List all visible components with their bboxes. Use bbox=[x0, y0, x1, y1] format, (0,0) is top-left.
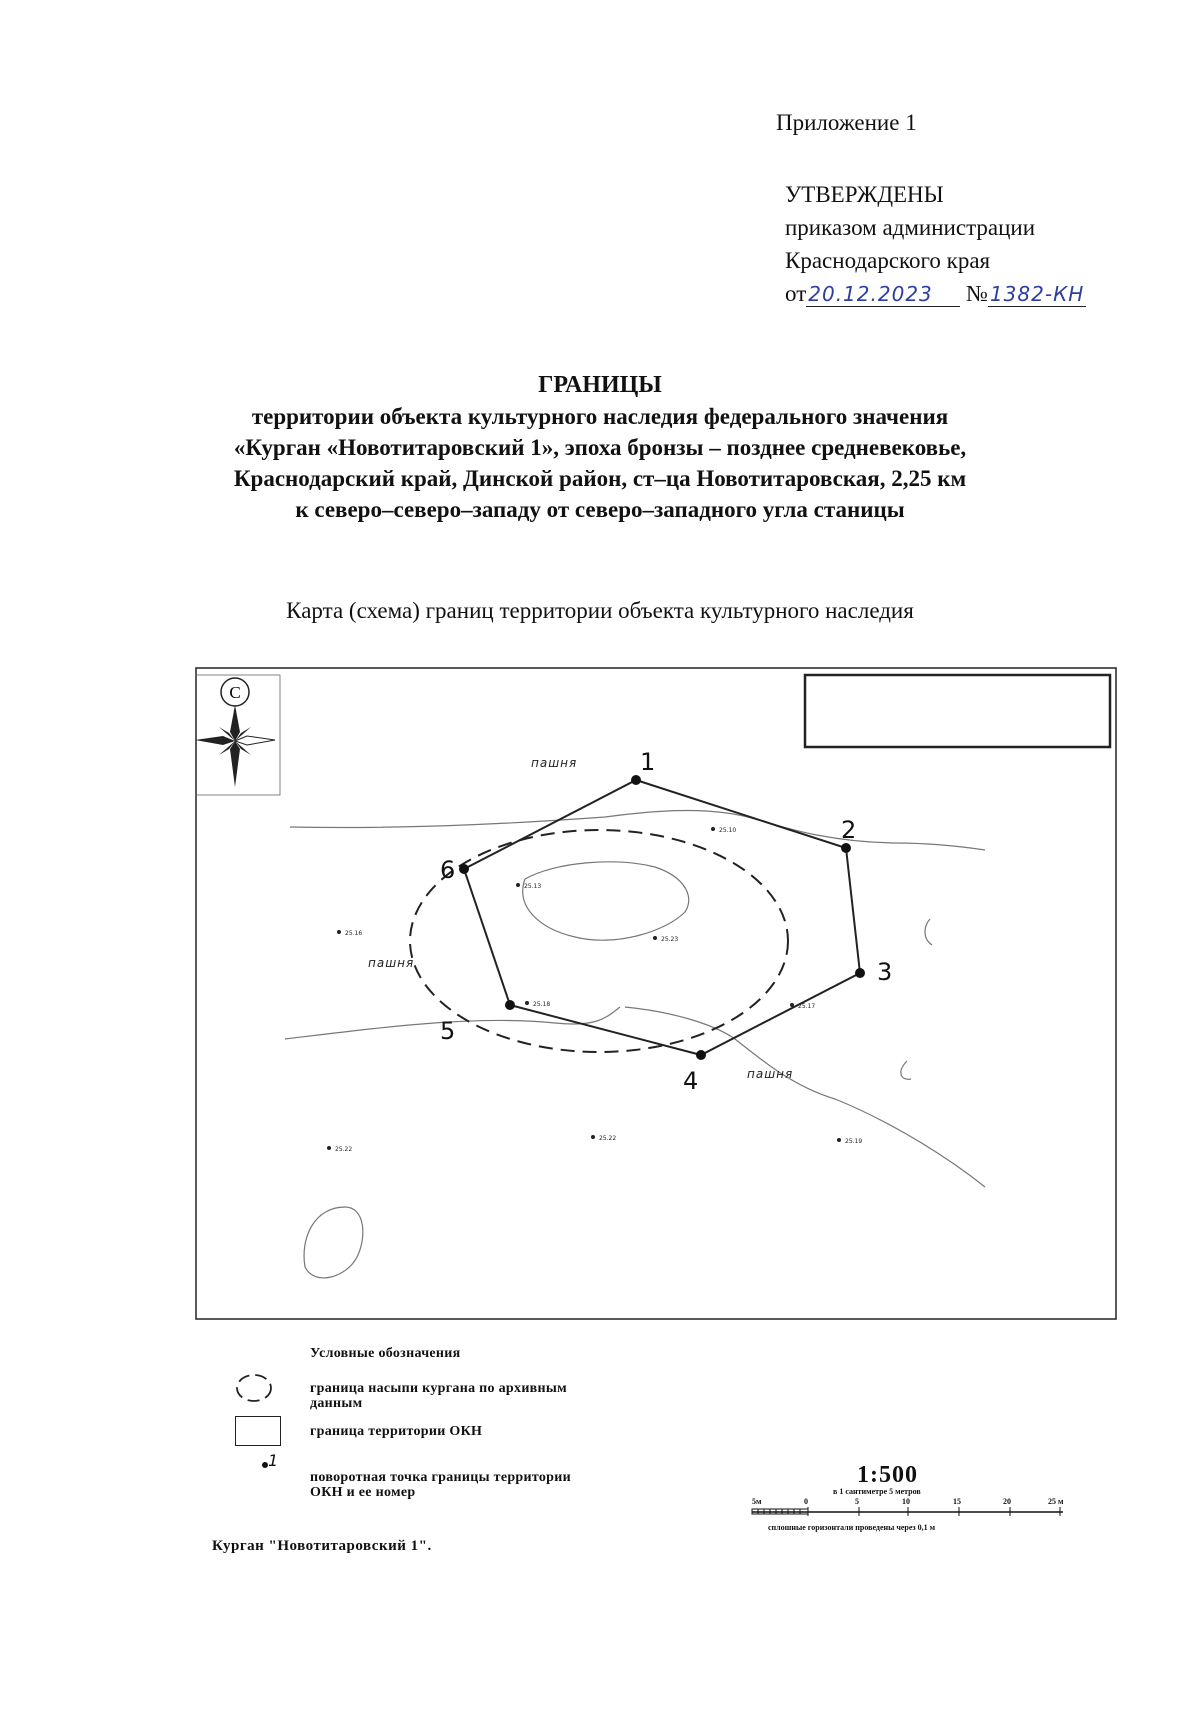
contour-lines bbox=[285, 811, 985, 1278]
scale-tick: 25 м bbox=[1048, 1497, 1064, 1506]
from-label: от bbox=[785, 281, 807, 306]
title-main: ГРАНИЦЫ bbox=[538, 372, 662, 398]
scale-note: в 1 сантиметре 5 метров bbox=[833, 1487, 921, 1496]
order-number: 1382-КН bbox=[989, 282, 1085, 306]
map-frame bbox=[196, 668, 1116, 1319]
approved-title: УТВЕРЖДЕНЫ bbox=[785, 182, 944, 207]
terrain-label: пашня bbox=[368, 956, 415, 970]
legend-mound-symbol bbox=[233, 1372, 279, 1406]
mound-boundary bbox=[410, 830, 788, 1052]
scale-tick: 15 bbox=[953, 1497, 961, 1506]
point-label-4: 4 bbox=[683, 1067, 699, 1095]
approved-line-1: приказом администрации bbox=[785, 215, 1036, 240]
appendix-label: Приложение 1 bbox=[776, 110, 917, 135]
approval-block bbox=[785, 178, 1086, 310]
map-caption: Карта (схема) границ территории объекта культурного наследия bbox=[286, 598, 914, 623]
elevation-mark: 25.22 bbox=[599, 1135, 617, 1142]
compass-rose-icon bbox=[195, 675, 280, 795]
number-label: № bbox=[966, 281, 988, 306]
point-label-5: 5 bbox=[440, 1017, 456, 1045]
scale-bar bbox=[750, 1496, 1090, 1542]
turning-point-4 bbox=[696, 1050, 706, 1060]
point-label-3: 3 bbox=[877, 958, 893, 986]
point-label-2: 2 bbox=[841, 816, 857, 844]
legend-mound-text: граница насыпи кургана по архивным данным bbox=[310, 1381, 567, 1411]
approved-line-2: Краснодарского края bbox=[785, 248, 991, 273]
scale-tick: 10 bbox=[902, 1497, 910, 1506]
document-title bbox=[150, 370, 1050, 525]
terrain-label: пашня bbox=[747, 1067, 794, 1081]
legend-point-text: поворотная точка границы территории ОКН и ее номер bbox=[310, 1470, 571, 1500]
approval-date: 20.12.2023 bbox=[808, 282, 933, 306]
elevation-mark: 25.10 bbox=[719, 827, 737, 834]
elevation-mark: 25.13 bbox=[524, 883, 542, 890]
scale-tick: 0 bbox=[804, 1497, 808, 1506]
approval-date-line bbox=[785, 277, 1086, 310]
point-label-6: 6 bbox=[440, 856, 456, 884]
boundary-map bbox=[195, 667, 1117, 1320]
scale-ratio: 1:500 bbox=[857, 1462, 918, 1488]
scale-tick: 5 bbox=[855, 1497, 859, 1506]
scale-tick: 20 bbox=[1003, 1497, 1011, 1506]
terrain-label: пашня bbox=[531, 756, 578, 770]
elevation-mark: 25.23 bbox=[661, 936, 679, 943]
turning-point-2 bbox=[841, 843, 851, 853]
point-label-1: 1 bbox=[640, 748, 656, 776]
legend-title: Условные обозначения bbox=[310, 1346, 461, 1361]
elevation-mark: 25.16 bbox=[345, 930, 363, 937]
contour-note: сплошные горизонтали проведены через 0,1 м bbox=[768, 1523, 936, 1532]
title-line-4: к северо–северо–западу от северо–западного угла станицы bbox=[295, 497, 905, 522]
legend-territory-symbol bbox=[235, 1416, 281, 1446]
title-line-3: Краснодарский край, Динской район, ст–ца Новотитаровская, 2,25 км bbox=[233, 466, 967, 491]
elevation-mark: 25.19 bbox=[845, 1138, 863, 1145]
elevation-mark: 25.18 bbox=[533, 1001, 551, 1008]
turning-point-5 bbox=[505, 1000, 515, 1010]
turning-point-6 bbox=[459, 864, 469, 874]
scale-tick: 5м bbox=[752, 1497, 762, 1506]
footer-caption: Курган "Новотитаровский 1". bbox=[212, 1538, 432, 1554]
elevation-mark: 25.17 bbox=[798, 1003, 816, 1010]
map-stamp-box bbox=[805, 675, 1110, 747]
title-line-2: «Курган «Новотитаровский 1», эпоха бронзы – позднее средневековье, bbox=[233, 435, 967, 460]
title-line-1: территории объекта культурного наследия федерального значения bbox=[251, 404, 949, 429]
turning-point-3 bbox=[855, 968, 865, 978]
compass-letter: С bbox=[229, 683, 241, 702]
territory-boundary bbox=[464, 780, 860, 1055]
elevation-mark: 25.22 bbox=[335, 1146, 353, 1153]
legend-point-number: 1 bbox=[268, 1451, 279, 1470]
turning-point-1 bbox=[631, 775, 641, 785]
legend-territory-text: граница территории ОКН bbox=[310, 1424, 483, 1439]
